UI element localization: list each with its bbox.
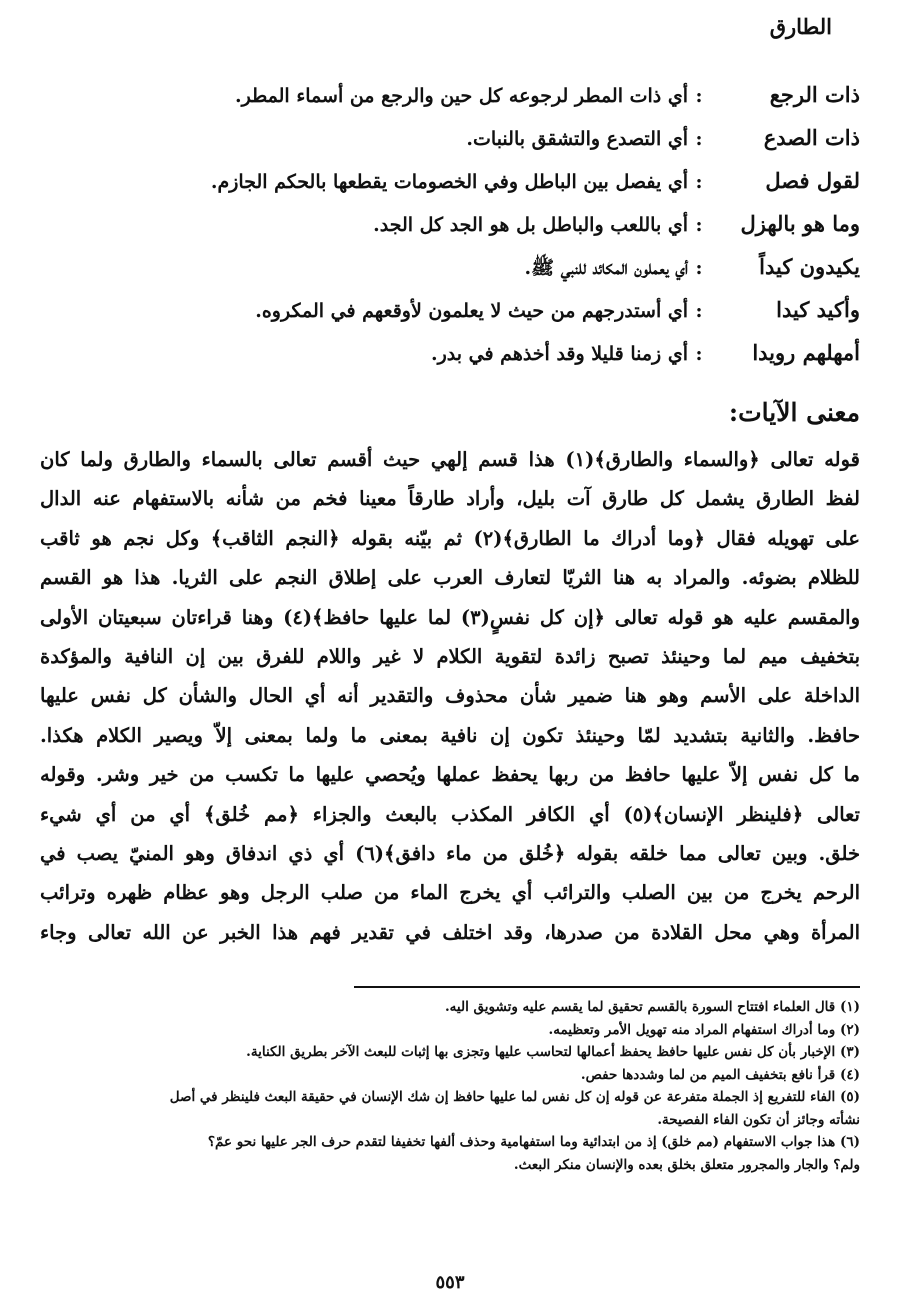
vocabulary-colon: : xyxy=(695,171,703,193)
footnote-line: ولم؟ والجار والمجرور متعلق بخلق بعده والإنسان منكر البعث. xyxy=(513,1156,860,1173)
footnote-line: (٤) قرأ نافع بتخفيف الميم من لما وشددها حفص. xyxy=(580,1066,860,1083)
vocabulary-row xyxy=(100,168,860,211)
vocabulary-row xyxy=(100,211,860,254)
vocabulary-term: وأكيد كيدا xyxy=(776,297,860,322)
vocabulary-colon: : xyxy=(695,343,703,365)
vocabulary-row xyxy=(100,82,860,125)
vocabulary-term: وما هو بالهزل xyxy=(740,211,860,236)
vocabulary-row xyxy=(100,254,860,297)
vocabulary-definition: أي زمنا قليلا وقد أخذهم في بدر. xyxy=(430,343,688,365)
commentary-line: الداخلة على الأسم وهو هنا ضمير شأن محذوف والتقدير أنه أي الحال والشأن كل نفس عليها xyxy=(40,684,860,708)
vocabulary-list xyxy=(100,82,860,383)
vocabulary-definition: أي يعملون المكائد للنبي ﷺ. xyxy=(524,257,688,279)
vocabulary-term: يكيدون كيداً xyxy=(759,254,860,279)
page-number: ٥٥٣ xyxy=(435,1272,465,1293)
commentary-line: والمقسم عليه هو قوله تعالى ﴿إن كل نفسٍ(٣) لما عليها حافظ﴾(٤) وهنا قراءتان سبعيتان الأولى xyxy=(40,605,860,629)
vocabulary-definition: أي التصدع والتشقق بالنبات. xyxy=(466,128,688,150)
vocabulary-colon: : xyxy=(695,128,703,150)
footnote-line: (٣) الإخبار بأن كل نفس عليها حافظ يحفظ أعمالها لتحاسب عليها وتجزى بها إثبات للبعث الآخر بطريق الكناية. xyxy=(246,1044,860,1060)
running-title: الطارق xyxy=(769,14,832,39)
commentary-line: تعالى ﴿فلينظر الإنسان﴾(٥) أي الكافر المكذب بالبعث والجزاء ﴿مم خُلق﴾ أي من أي شيء xyxy=(40,802,860,826)
vocabulary-definition: أي يفصل بين الباطل وفي الخصومات يقطعها بالحكم الجازم. xyxy=(210,171,688,193)
vocabulary-row xyxy=(100,340,860,383)
footnote-separator xyxy=(354,986,860,988)
commentary-line: لفظ الطارق يشمل كل طارق آت بليل، وأراد طارقاً معينا فخم من شأنه بالاستفهام عنه الدال xyxy=(40,487,860,511)
vocabulary-definition: أي ذات المطر لرجوعه كل حين والرجع من أسماء المطر. xyxy=(234,85,688,107)
vocabulary-term: ذات الصدع xyxy=(763,125,860,150)
footnote-line: (٥) الفاء للتفريع إذ الجملة متفرعة عن قوله إن كل نفس لما عليها حافظ إن شك الإنسان في حقيقة البعث فلينظر في أصل xyxy=(169,1089,860,1105)
footnote-line: (١) قال العلماء افتتاح السورة بالقسم تحقيق لما يقسم عليه وتشويق اليه. xyxy=(444,999,860,1015)
vocabulary-colon: : xyxy=(695,85,703,107)
commentary-text xyxy=(40,440,860,952)
vocabulary-colon: : xyxy=(695,214,703,236)
commentary-line: خلق. وبين تعالى مما خلقه بقوله ﴿خُلق من ماء دافق﴾(٦) أي ذي اندفاق وهو المنيّ يصب في xyxy=(40,841,860,865)
commentary-line: الرحم يخرج من بين الصلب والترائب أي يخرج الماء من صلب الرجل وهو عظام ظهره وترائب xyxy=(40,881,860,905)
commentary-line: للظلام بضوئه. والمراد به هنا الثريّا لتعارف العرب على إطلاق النجم على الثريا. هذا هو القسم xyxy=(40,566,860,590)
commentary-line: المرأة وهي محل القلادة من صدرها، وقد اختلف في تقدير فهم هذا الخبر عن الله تعالى وجاء xyxy=(40,920,860,944)
commentary-line: ما كل نفس إلاّ عليها حافظ من ربها يحفظ عملها ويُحصي عليها ما تكسب من خير وشر. وقوله xyxy=(40,763,860,787)
vocabulary-term: أمهلهم رويدا xyxy=(752,340,860,365)
commentary-line: بتخفيف ميم لما وحينئذ تصبح زائدة لتقوية الكلام لا غير واللام للفرق بين إن النافية والمؤكدة xyxy=(40,644,860,668)
vocabulary-definition: أي باللعب والباطل بل هو الجد كل الجد. xyxy=(373,214,688,236)
commentary-line: قوله تعالى ﴿والسماء والطارق﴾(١) هذا قسم إلهي حيث أقسم تعالى بالسماء والطارق ولما كان xyxy=(40,448,860,471)
vocabulary-row xyxy=(100,297,860,340)
vocabulary-term: ذات الرجع xyxy=(769,82,860,107)
vocabulary-colon: : xyxy=(695,300,703,322)
vocabulary-definition: أي أستدرجهم من حيث لا يعلمون لأوقعهم في المكروه. xyxy=(255,300,688,322)
vocabulary-row xyxy=(100,125,860,168)
footnotes xyxy=(35,996,860,1176)
commentary-line: على تهويله فقال ﴿وما أدراك ما الطارق﴾(٢) ثم بيّنه بقوله ﴿النجم الثاقب﴾ وكل نجم هو ثاقب xyxy=(40,526,860,550)
vocabulary-term: لقول فصل xyxy=(765,168,860,193)
footnote-line: (٢) وما أدراك استفهام المراد منه تهويل الأمر وتعظيمه. xyxy=(548,1021,860,1038)
vocabulary-colon: : xyxy=(695,257,703,279)
footnote-line: نشأته وجائز أن تكون الفاء الفصيحة. xyxy=(657,1111,860,1128)
footnote-line: (٦) هذا جواب الاستفهام (مم خلق) إذ من ابتدائية وما استفهامية وحذف ألفها تخفيفا لتقدم حرف الجر عليها نحو عمّ؟ xyxy=(207,1134,860,1150)
commentary-line: حافظ. والثانية بتشديد لمّا وحينئذ تكون إن نافية بمعنى ما ولما بمعنى إلاّ ويصير الكلام هكذا. xyxy=(40,723,860,747)
section-title: معنى الآيات: xyxy=(728,398,860,427)
